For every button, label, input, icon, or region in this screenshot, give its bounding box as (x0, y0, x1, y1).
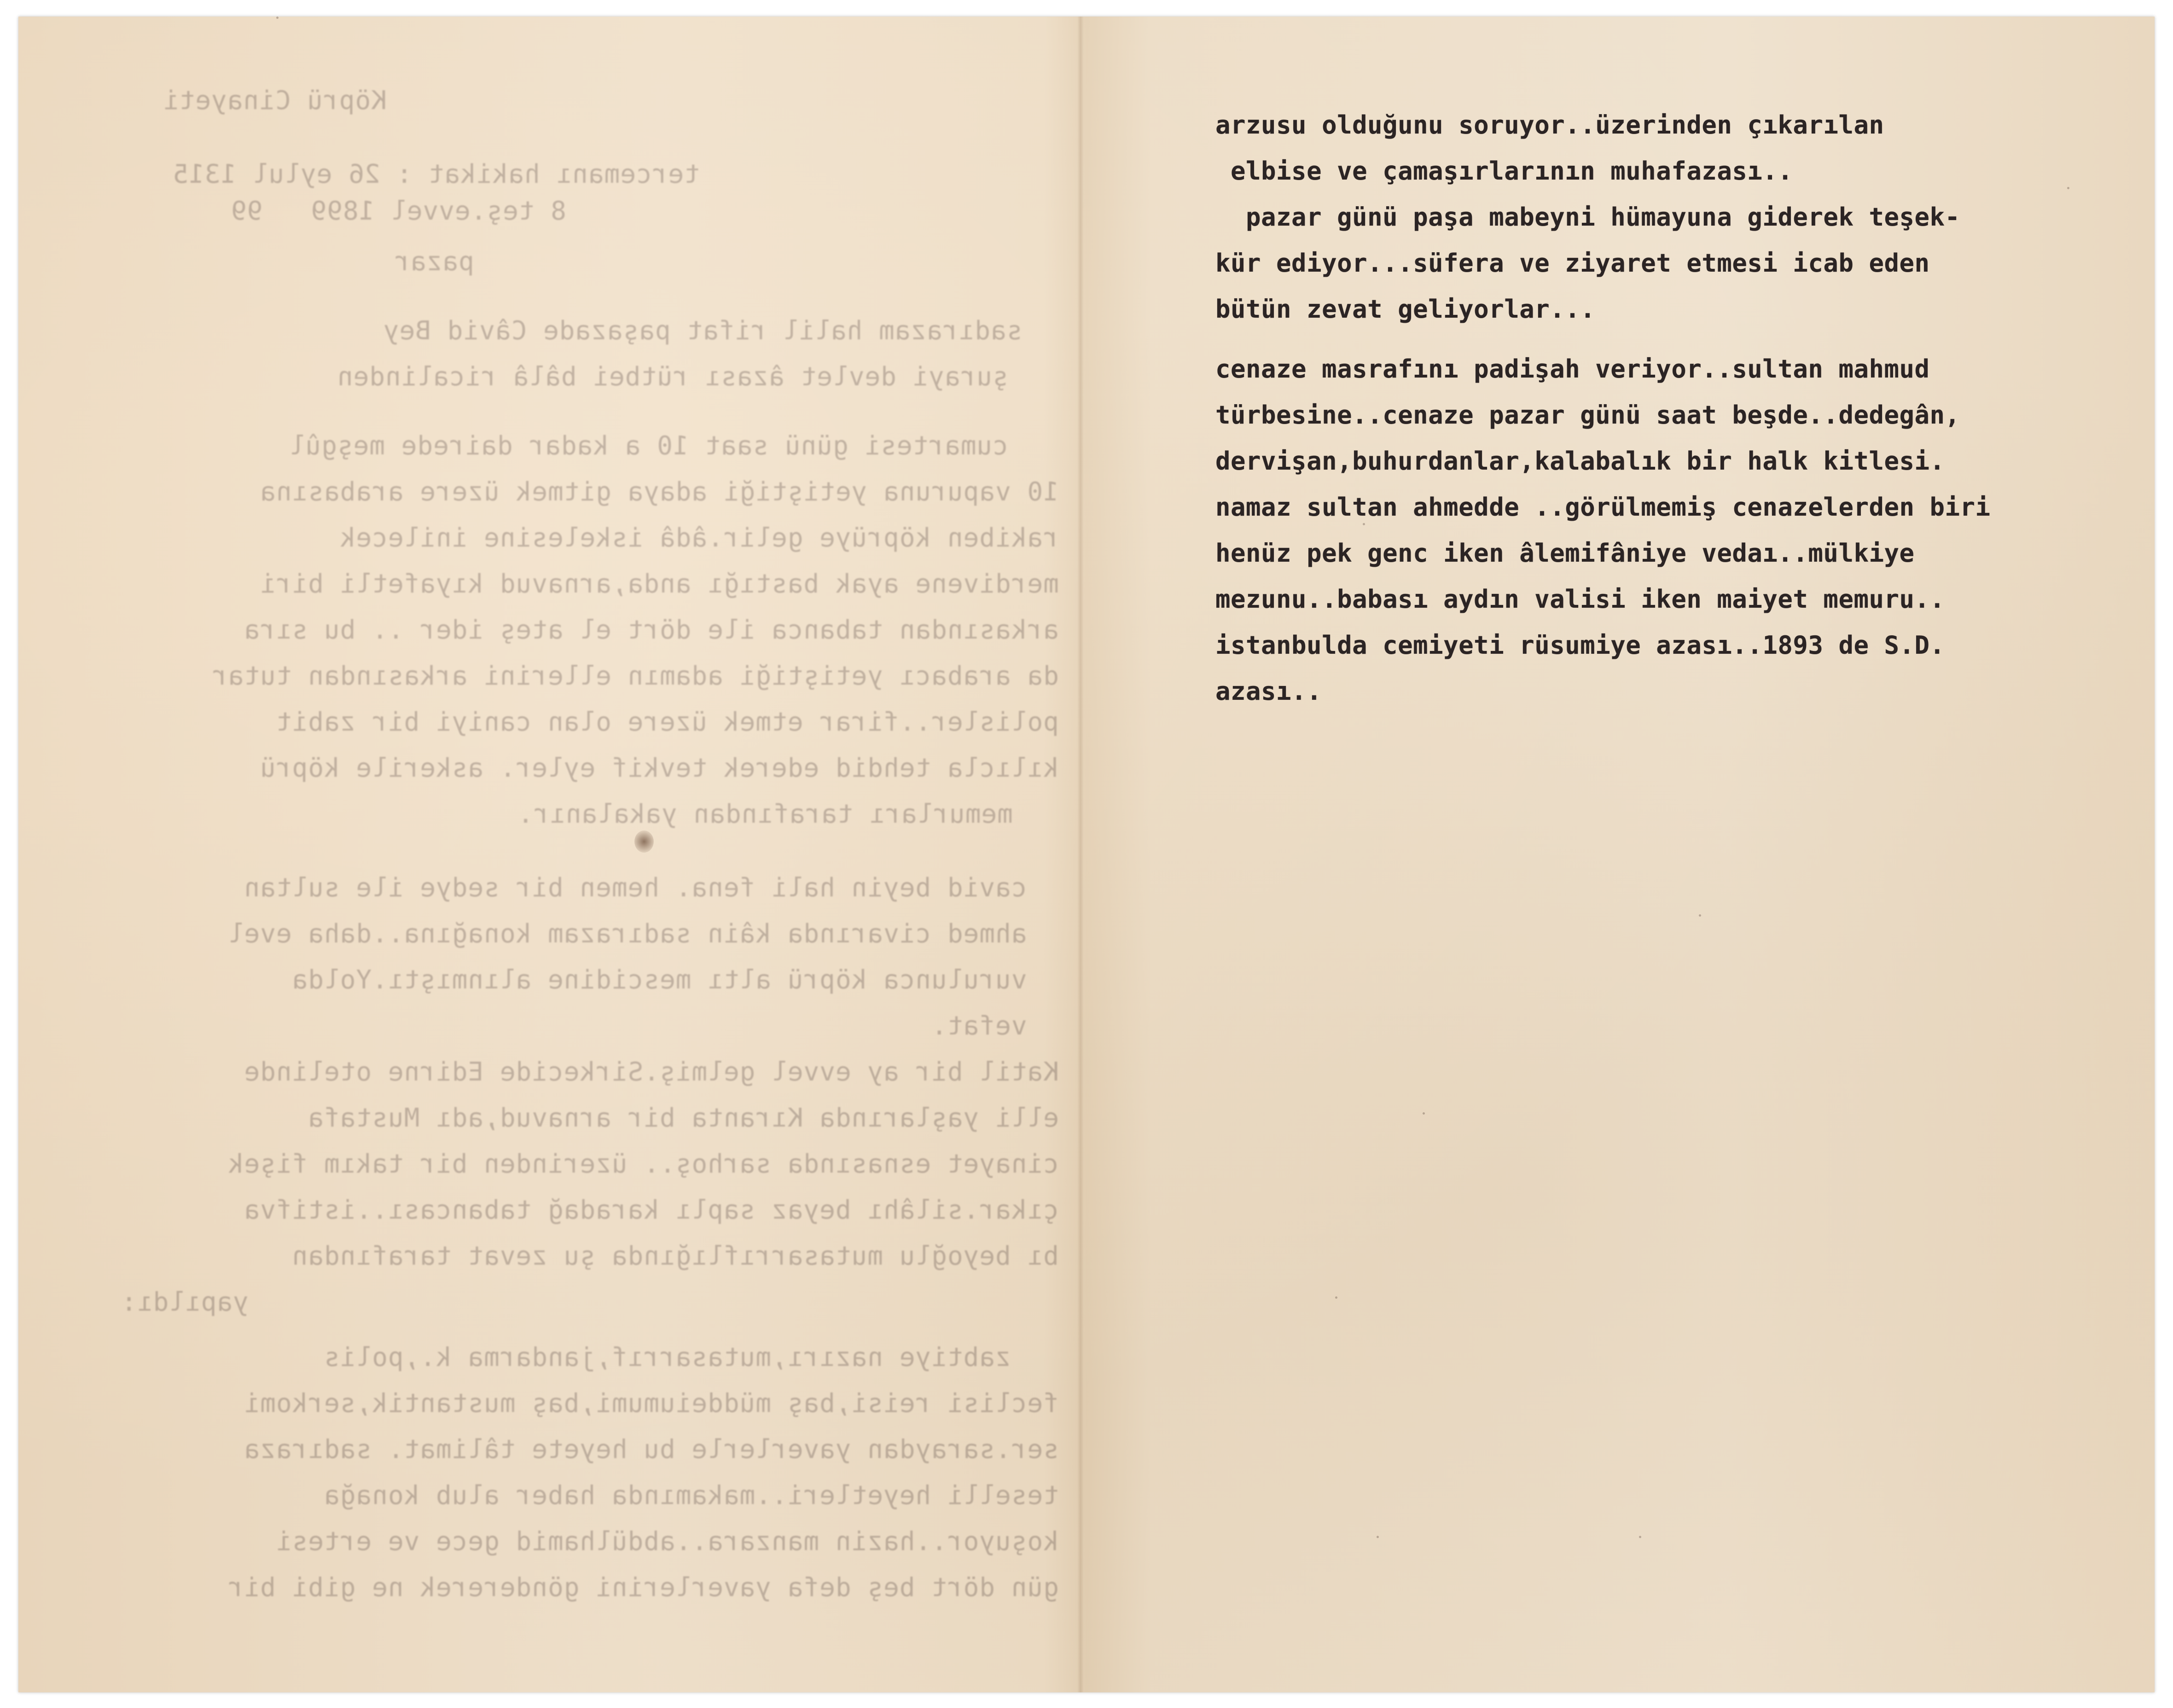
bleed-line-4: pazar (394, 247, 474, 277)
text-line: azası.. (1215, 677, 1322, 706)
bleed-line-25: yapıldı: (121, 1287, 249, 1317)
bleed-line-2: tercemanı hakikat : 26 eylul 1315 (172, 159, 700, 189)
text-line: türbesine..cenaze pazar günü saat beşde..dedegân, (1215, 401, 1960, 430)
text-line: elbise ve çamaşırlarının muhafazası.. (1215, 157, 1793, 186)
bleed-line-22: cinayet esnasında sarhoş.. üzerinden bir takım fişek (227, 1149, 1059, 1179)
text-line: istanbulda cemiyeti rüsumiye azası..1893 de S.D. (1215, 631, 1945, 660)
bleed-line-18: vurulunca köprü altı mescidine alınmıştı.Yolda (291, 965, 1059, 995)
bleed-line-24: bı beyoğlu mutasarrıflığında şu zevat tarafından (291, 1241, 1059, 1271)
text-line: bütün zevat geliyorlar... (1215, 295, 1596, 324)
bleed-line-7: cumartesi günü saat 10 a kadar dairede meşgûl (289, 431, 1008, 461)
center-fold (1077, 17, 1084, 1692)
ink-stain (634, 831, 654, 853)
bleed-line-9: rakiben köprüye gelir.âdâ iskelesine inilecek (339, 523, 1059, 553)
bleed-line-8: 10 vapuruna yetiştiği adaya gitmek üzere arabasına (260, 477, 1059, 507)
bleed-line-29: teselli heyetleri..makamında haber alub konağa (324, 1481, 1059, 1510)
bleed-line-20: Katil bir ay evvel gelmiş.Sirkecide Edirne otelinde (244, 1057, 1059, 1087)
bleed-line-11: arkasından tabanca ile dört el ateş ider .. bu sıra (244, 615, 1059, 645)
bleed-line-21: elli yaşlarında Kıranta bir arnavud,adı Mustafa (308, 1103, 1059, 1133)
bleed-line-26: zabtiye nazırı,mutasarrıf,jandarma k.,polis (324, 1342, 1059, 1372)
text-line: arzusu olduğunu soruyor..üzerinden çıkarılan (1215, 110, 1884, 139)
bleed-line-28: ser.saraydan yaverlerle bu heyete tâlimat. sadıraza (244, 1435, 1059, 1464)
bleed-line-17: ahmed civarında kâin sadırazam konağına..daha evel (227, 919, 1059, 949)
paragraph-1 (1215, 102, 2155, 332)
paragraph-2 (1215, 346, 2155, 715)
paragraph-gap (1215, 332, 2155, 346)
bleed-line-6: şurayi devlet âzası rütbei bâlâ ricalinden (337, 362, 1008, 392)
bleed-line-27: feclisi reisi,baş müddeiumumi,baş mustantik,serkomi (244, 1388, 1059, 1418)
text-line: cenaze masrafını padişah veriyor..sultan mahmud (1215, 354, 1930, 383)
bleed-line-12: da arabacı yetiştiği adamın ellerini arkasından tutar (212, 661, 1059, 691)
bleed-line-16: cavid beyin hali fena. hemen bir sedye ile sultan (244, 873, 1059, 903)
bleed-line-3: 8 teş.evvel 1899 99 (230, 196, 566, 226)
bleed-line-14: kılıcla tehdid ederek tevkif eyler. askerile köprü (260, 753, 1059, 783)
bleed-line-23: çıkar.silâhı beyaz saplı karadağ tabancası..istifva (244, 1195, 1059, 1225)
text-line: kür ediyor...süfera ve ziyaret etmesi icab eden (1215, 249, 1930, 278)
bleed-line-10: merdivene ayak bastığı anda,arnavud kıyafetli biri (260, 569, 1059, 599)
text-line: pazar günü paşa mabeyni hümayuna giderek teşek- (1215, 203, 1960, 232)
bleed-line-5: sadırazam halil rifat paşazade Câvid Bey (383, 316, 1054, 346)
text-line: namaz sultan ahmedde ..görülmemiş cenazelerden biri (1215, 493, 1991, 522)
bleed-line-30: koşuyor..hazin manzara..abdülhamid gece ve ertesi (275, 1527, 1059, 1557)
text-line: henüz pek genc iken âlemifâniye vedaı..mülkiye (1215, 539, 1915, 568)
text-line: dervişan,buhurdanlar,kalabalık bir halk kitlesi. (1215, 447, 1945, 476)
typed-text-block (1215, 102, 2155, 715)
bleed-through-text (18, 17, 1077, 1692)
bleed-line-31: gün dört beş defa yaverlerini göndererek ne gibi bir (227, 1573, 1059, 1603)
bleed-line-19: vefat. (931, 1011, 1059, 1041)
text-line: mezunu..babası aydın valisi iken maiyet memuru.. (1215, 585, 1945, 614)
bleed-through-mirrored (18, 17, 1077, 1692)
bleed-line-1: Köprü Cinayeti (163, 86, 387, 116)
bleed-line-15: memurları tarafından yakalanır. (517, 799, 1013, 829)
paper-sheet (18, 17, 2155, 1692)
bleed-line-13: polisler..firar etmek üzere olan caniyi bir zabit (275, 707, 1059, 737)
